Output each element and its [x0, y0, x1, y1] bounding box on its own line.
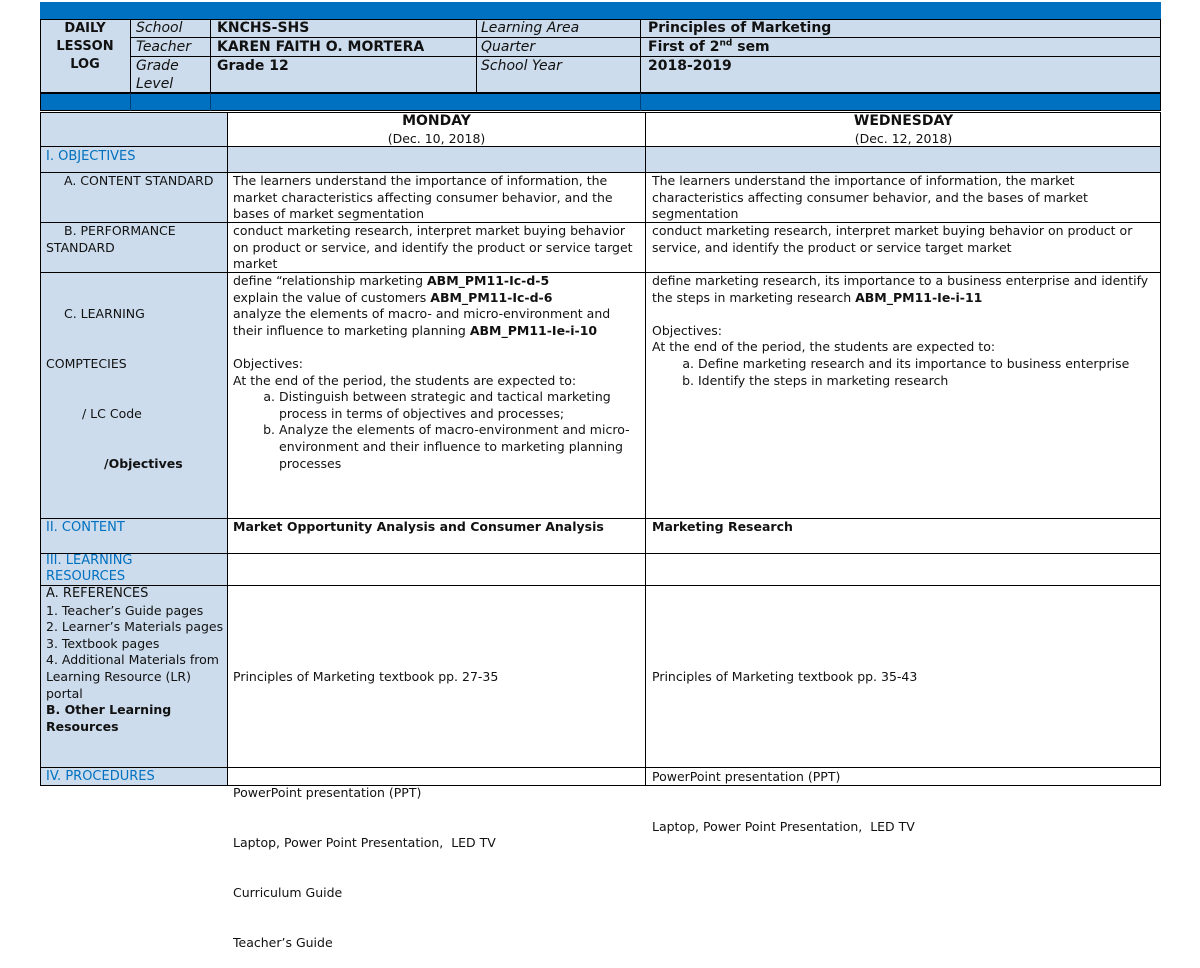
section-resources: III. LEARNING RESOURCES [46, 553, 133, 584]
school-value: KNCHS-SHS [217, 20, 310, 36]
section-procedures: IV. PROCEDURES [46, 769, 155, 784]
wednesday-content: Marketing Research [652, 519, 793, 534]
wednesday-objectives-list: a. Define marketing research and its importance to business enterprise b. Identify the steps in marketing research [652, 356, 1152, 389]
monday-references: Principles of Marketing textbook pp. 27-35 PowerPoint presentation (PPT) Laptop, Power Point Presentation, LED TV Curriculum Guide Teacher’s Guide [233, 669, 499, 950]
monday-performance-standard: conduct marketing research, interpret market buying behavior on product or service, and identify the product or service target market [233, 223, 637, 272]
wednesday-performance-standard: conduct marketing research, interpret market buying behavior on product or service, and identify the product or service target market [652, 223, 1137, 255]
section-objectives: I. OBJECTIVES [46, 149, 136, 164]
grade-label: Grade Level [136, 58, 179, 92]
wednesday-references: Principles of Marketing textbook pp. 35-43 PowerPoint presentation (PPT) Laptop, Power Point Presentation, LED TV [652, 669, 918, 834]
header-top-bar [40, 2, 1161, 19]
wednesday-content-standard: The learners understand the importance of information, the market characteristics affecting consumer behavior, and the bases of market segmentation [652, 173, 1092, 222]
quarter-label: Quarter [481, 39, 536, 55]
header-bottom-bar [40, 93, 1161, 111]
content-standard-label: A. CONTENT STANDARD [64, 173, 214, 188]
year-label: School Year [481, 58, 562, 74]
area-value: Principles of Marketing [648, 20, 832, 36]
area-label: Learning Area [481, 20, 580, 36]
dll-title: DAILY LESSON LOG [56, 21, 114, 72]
quarter-value: First of 2nd sem [648, 38, 770, 55]
competencies-label: C. LEARNING COMPTECIES / LC Code /Objectives [46, 306, 183, 471]
monday-content: Market Opportunity Analysis and Consumer Analysis [233, 519, 604, 534]
performance-standard-label: B. PERFORMANCE STANDARD [46, 223, 180, 255]
references-labels: A. REFERENCES 1. Teacher’s Guide pages 2. Learner’s Materials pages 3. Textbook pages 4. Additional Materials from Learning Resource (LR) portal B. Other Learning Resources [46, 586, 224, 734]
monday-objectives-list: a. Distinguish between strategic and tactical marketing process in terms of objectives and processes; b. Analyze the elements of macro-environment and micro-environment and their influence to marketing planning processes [233, 389, 641, 472]
day-wednesday: WEDNESDAY (Dec. 12, 2018) [853, 113, 954, 146]
monday-competencies: define “relationship marketing ABM_PM11-Ic-d-5 explain the value of customers ABM_PM11-Ic-d-6 analyze the elements of macro- and micro-environment and their influence to marketing planning ABM_PM11-Ie-i-10 Objectives: At the end of the period, the students are expected to: a. Distinguish between strategic and tactical marketing process in terms of objectives and processes; b. Analyze the elements of macro-environment and micro-environment and their influence to marketing planning processes [233, 273, 641, 472]
grade-value: Grade 12 [217, 58, 289, 74]
section-content: II. CONTENT [46, 520, 125, 535]
school-label: School [136, 20, 183, 36]
wednesday-competencies: define marketing research, its importance to a business enterprise and identify the steps in marketing research ABM_PM11-Ie-i-11 Objectives: At the end of the period, the students are expected to: a. Define marketing research and its importance to business enterprise b. Identify the steps in marketing research [652, 273, 1152, 389]
teacher-value: KAREN FAITH O. MORTERA [217, 39, 425, 55]
monday-content-standard: The learners understand the importance of information, the market characteristics affecting consumer behavior, and the bases of market segmentation [233, 173, 617, 222]
day-monday: MONDAY (Dec. 10, 2018) [387, 113, 486, 146]
teacher-label: Teacher [136, 39, 191, 55]
year-value: 2018-2019 [648, 58, 732, 74]
